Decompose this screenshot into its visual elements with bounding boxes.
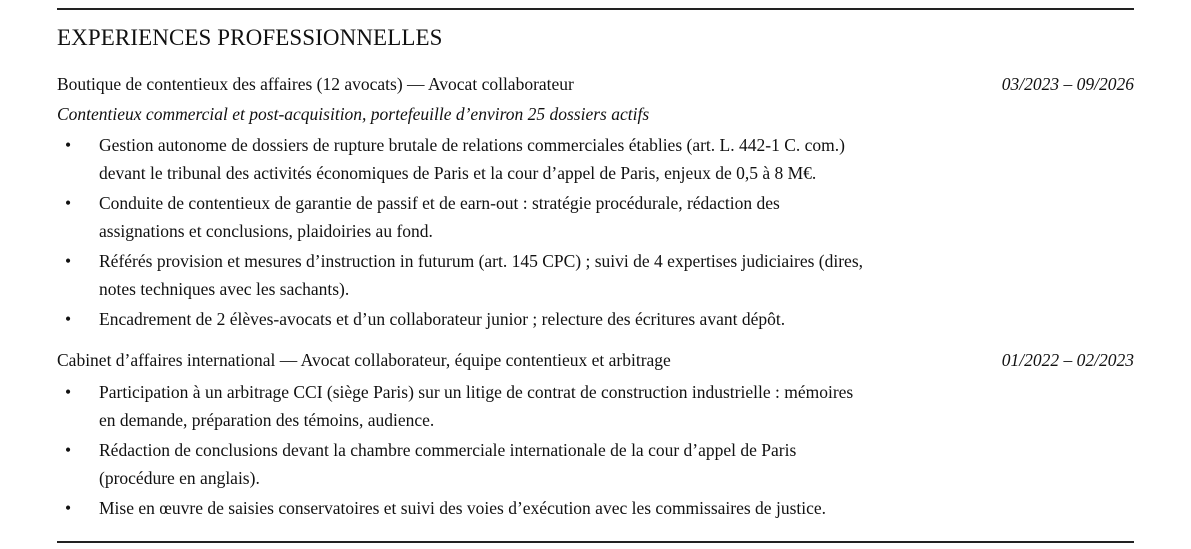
bullet-item — [57, 131, 987, 187]
bullet-text: Référés provision et mesures d’instruction in futurum (art. 145 CPC) ; suivi de 4 expertises judiciaires (dires, — [99, 251, 864, 271]
bullet-text: Conduite de contentieux de garantie de passif et de earn-out : stratégie procédurale, rédaction des — [99, 193, 780, 213]
job-title: Boutique de contentieux des affaires (12 avocats) — Avocat collaborateur — [57, 74, 574, 94]
bullet-text: devant le tribunal des activités économiques de Paris et la cour d’appel de Paris, enjeux de 0,5 à 8 M€. — [99, 163, 817, 183]
bullet-text: en demande, préparation des témoins, audience. — [99, 410, 435, 430]
bullet-item — [57, 305, 987, 333]
bullet-text: Rédaction de conclusions devant la chambre commerciale internationale de la cour d’appel de Paris — [99, 440, 797, 460]
bullet-text: Mise en œuvre de saisies conservatoires et suivi des voies d’exécution avec les commissaires de justice. — [99, 498, 827, 518]
bullet-marker: • — [65, 309, 72, 329]
job-bullet-list — [57, 131, 987, 335]
bullet-marker: • — [65, 440, 72, 460]
bullet-item — [57, 378, 987, 434]
bullet-item — [57, 247, 987, 303]
bottom-rule — [57, 541, 1134, 543]
bullet-marker: • — [65, 193, 72, 213]
job-title: Cabinet d’affaires international — Avocat collaborateur, équipe contentieux et arbitrage — [57, 350, 671, 370]
section-title: EXPERIENCES PROFESSIONNELLES — [57, 25, 443, 50]
bullet-text: assignations et conclusions, plaidoiries au fond. — [99, 221, 433, 241]
job-subtitle: Contentieux commercial et post-acquisition, portefeuille d’environ 25 dossiers actifs — [57, 104, 650, 124]
bullet-item — [57, 436, 987, 492]
bullet-text: (procédure en anglais). — [99, 468, 260, 488]
job-bullet-list — [57, 378, 987, 524]
bullet-item — [57, 189, 987, 245]
bullet-item — [57, 494, 987, 522]
bullet-text: Participation à un arbitrage CCI (siège Paris) sur un litige de contrat de construction industrielle : mémoires — [99, 382, 854, 402]
bullet-marker: • — [65, 382, 72, 402]
bullet-text: Gestion autonome de dossiers de rupture brutale de relations commerciales établies (art. L. 442-1 C. com.) — [99, 135, 845, 155]
bullet-text: Encadrement de 2 élèves-avocats et d’un collaborateur junior ; relecture des écritures avant dépôt. — [99, 309, 786, 329]
top-rule — [57, 8, 1134, 10]
job-dates: 01/2022 – 02/2023 — [1001, 350, 1134, 370]
job-dates: 03/2023 – 09/2026 — [1001, 74, 1134, 94]
bullet-marker: • — [65, 135, 72, 155]
bullet-marker: • — [65, 498, 72, 518]
bullet-text: notes techniques avec les sachants). — [99, 279, 350, 299]
bullet-marker: • — [65, 251, 72, 271]
